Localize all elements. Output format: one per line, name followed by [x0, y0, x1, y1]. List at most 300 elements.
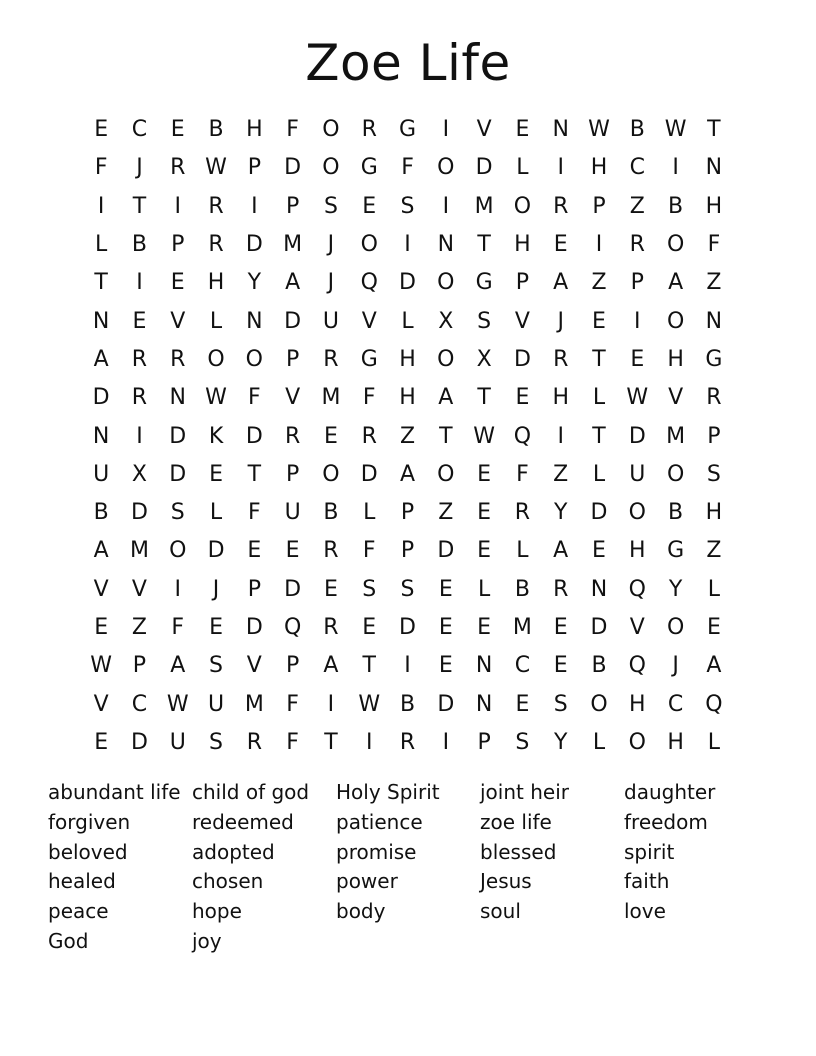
grid-letter[interactable]: O: [437, 270, 455, 296]
grid-letter[interactable]: A: [170, 653, 186, 679]
grid-letter[interactable]: L: [209, 500, 223, 526]
grid-letter[interactable]: N: [552, 117, 569, 143]
grid-letter[interactable]: O: [245, 346, 263, 372]
grid-letter[interactable]: A: [706, 653, 722, 679]
grid-letter[interactable]: P: [630, 270, 644, 296]
grid-letter[interactable]: U: [284, 500, 301, 526]
grid-letter[interactable]: F: [286, 691, 299, 717]
grid-letter[interactable]: I: [442, 193, 450, 219]
grid-letter[interactable]: O: [360, 232, 378, 258]
grid-letter[interactable]: O: [437, 155, 455, 181]
grid-letter[interactable]: Y: [668, 576, 683, 602]
grid-letter[interactable]: E: [323, 423, 338, 449]
grid-letter[interactable]: L: [707, 729, 721, 755]
word-list-item: forgiven: [48, 809, 131, 834]
grid-letter[interactable]: W: [90, 653, 113, 679]
grid-letter[interactable]: L: [592, 729, 606, 755]
grid-letter[interactable]: S: [362, 576, 377, 602]
grid-letter[interactable]: P: [132, 653, 147, 679]
grid-letter[interactable]: R: [553, 346, 569, 372]
grid-letter[interactable]: L: [363, 500, 376, 526]
grid-letter[interactable]: N: [437, 232, 455, 258]
grid-letter[interactable]: I: [672, 155, 679, 181]
grid-letter[interactable]: V: [93, 691, 109, 717]
grid-letter[interactable]: P: [400, 538, 415, 564]
grid-letter[interactable]: S: [477, 308, 492, 334]
grid-letter[interactable]: Q: [283, 615, 302, 640]
grid-letter[interactable]: E: [362, 615, 377, 640]
grid-letter[interactable]: B: [93, 500, 109, 526]
grid-letter[interactable]: I: [634, 308, 641, 334]
grid-letter[interactable]: U: [322, 308, 339, 334]
grid-letter[interactable]: D: [284, 576, 302, 602]
grid-letter[interactable]: R: [361, 117, 377, 143]
grid-letter[interactable]: N: [475, 691, 493, 717]
grid-letter[interactable]: H: [399, 346, 416, 372]
grid-letter[interactable]: I: [365, 729, 373, 755]
grid-letter[interactable]: L: [477, 576, 491, 602]
grid-letter[interactable]: T: [707, 117, 721, 143]
grid-letter[interactable]: D: [284, 308, 302, 334]
grid-letter[interactable]: L: [516, 538, 529, 564]
grid-letter[interactable]: I: [557, 155, 564, 181]
grid-letter[interactable]: D: [513, 346, 531, 372]
grid-letter[interactable]: F: [362, 538, 376, 564]
grid-letter[interactable]: J: [136, 155, 143, 181]
grid-letter[interactable]: J: [327, 270, 335, 296]
grid-letter[interactable]: E: [477, 538, 492, 564]
grid-letter[interactable]: M: [512, 615, 532, 640]
grid-letter[interactable]: E: [553, 615, 568, 640]
grid-letter[interactable]: R: [323, 615, 339, 640]
grid-letter[interactable]: O: [437, 461, 455, 487]
grid-letter[interactable]: E: [477, 461, 492, 487]
grid-letter[interactable]: S: [209, 729, 224, 755]
grid-letter[interactable]: R: [323, 538, 339, 564]
grid-letter[interactable]: H: [246, 117, 263, 143]
grid-letter[interactable]: D: [437, 691, 455, 717]
word-list-item: freedom: [624, 809, 708, 834]
grid-letter[interactable]: R: [553, 576, 569, 602]
grid-letter[interactable]: A: [323, 653, 339, 679]
grid-letter[interactable]: G: [475, 270, 493, 296]
grid-letter[interactable]: J: [672, 653, 679, 679]
grid-letter[interactable]: T: [592, 346, 606, 372]
grid-letter[interactable]: I: [136, 270, 143, 296]
grid-letter[interactable]: U: [207, 691, 225, 717]
grid-letter[interactable]: W: [205, 155, 227, 181]
word-list-item: soul: [480, 899, 521, 924]
grid-letter[interactable]: T: [477, 385, 491, 411]
grid-letter[interactable]: V: [476, 117, 492, 143]
grid-letter[interactable]: H: [629, 538, 646, 564]
grid-letter[interactable]: W: [664, 117, 687, 143]
grid-letter[interactable]: E: [630, 346, 645, 372]
grid-letter[interactable]: R: [208, 193, 224, 219]
grid-letter[interactable]: Z: [629, 193, 645, 219]
grid-letter[interactable]: N: [169, 385, 186, 411]
grid-letter[interactable]: C: [629, 155, 645, 181]
grid-letter[interactable]: C: [131, 691, 148, 717]
grid-letter[interactable]: L: [592, 385, 606, 411]
grid-letter[interactable]: R: [361, 423, 377, 449]
grid-letter[interactable]: W: [473, 423, 495, 449]
grid-letter[interactable]: R: [514, 500, 531, 526]
grid-letter[interactable]: C: [514, 653, 531, 679]
grid-letter[interactable]: E: [170, 270, 185, 296]
grid-letter[interactable]: E: [515, 117, 530, 143]
grid-letter[interactable]: B: [668, 193, 684, 219]
grid-letter[interactable]: E: [170, 117, 185, 143]
grid-letter[interactable]: Y: [247, 270, 262, 296]
grid-letter[interactable]: M: [283, 232, 303, 258]
grid-letter[interactable]: B: [131, 232, 147, 258]
grid-letter[interactable]: V: [668, 385, 684, 411]
grid-letter[interactable]: E: [515, 385, 530, 411]
grid-letter[interactable]: E: [323, 576, 338, 602]
grid-letter[interactable]: A: [553, 270, 569, 296]
grid-letter[interactable]: O: [322, 155, 340, 181]
grid-letter[interactable]: M: [474, 193, 494, 219]
grid-letter[interactable]: Z: [591, 270, 607, 296]
grid-letter[interactable]: M: [244, 691, 264, 717]
grid-letter[interactable]: D: [245, 232, 263, 258]
grid-letter[interactable]: W: [626, 385, 649, 411]
grid-letter[interactable]: M: [321, 385, 341, 411]
grid-letter[interactable]: I: [136, 423, 143, 449]
grid-letter[interactable]: H: [552, 385, 569, 411]
grid-letter[interactable]: X: [438, 308, 454, 334]
grid-letter[interactable]: E: [592, 538, 606, 564]
grid-letter[interactable]: H: [207, 270, 225, 296]
grid-letter[interactable]: E: [477, 500, 492, 526]
grid-letter[interactable]: I: [251, 193, 258, 219]
grid-letter[interactable]: R: [246, 729, 262, 755]
grid-letter[interactable]: J: [212, 576, 220, 602]
grid-letter[interactable]: H: [667, 729, 684, 755]
grid-letter[interactable]: T: [132, 193, 147, 219]
grid-letter[interactable]: Z: [706, 538, 722, 564]
grid-letter[interactable]: I: [595, 232, 603, 258]
grid-letter[interactable]: I: [404, 653, 411, 679]
grid-letter[interactable]: S: [323, 193, 338, 219]
grid-letter[interactable]: F: [516, 461, 529, 487]
grid-letter[interactable]: T: [362, 653, 376, 679]
grid-letter[interactable]: Q: [628, 576, 646, 602]
grid-letter[interactable]: D: [437, 538, 455, 564]
grid-letter[interactable]: A: [285, 270, 301, 296]
grid-letter[interactable]: P: [285, 461, 300, 487]
grid-letter[interactable]: S: [400, 193, 415, 219]
grid-letter[interactable]: O: [628, 500, 646, 526]
grid-letter[interactable]: K: [208, 423, 224, 449]
grid-letter[interactable]: V: [131, 576, 147, 602]
grid-letter[interactable]: O: [628, 729, 646, 755]
grid-letter[interactable]: I: [557, 423, 564, 449]
grid-letter[interactable]: P: [400, 500, 415, 526]
grid-letter[interactable]: D: [399, 615, 416, 640]
grid-letter[interactable]: R: [706, 385, 722, 411]
grid-letter[interactable]: L: [707, 576, 721, 602]
grid-letter[interactable]: P: [171, 232, 185, 258]
grid-letter[interactable]: R: [170, 346, 186, 372]
grid-letter[interactable]: C: [131, 117, 148, 143]
grid-letter[interactable]: O: [207, 346, 225, 372]
grid-letter[interactable]: A: [399, 461, 416, 487]
grid-letter[interactable]: G: [398, 117, 417, 143]
grid-letter[interactable]: E: [94, 615, 109, 640]
grid-letter[interactable]: B: [208, 117, 224, 143]
grid-letter[interactable]: O: [590, 691, 608, 717]
grid-letter[interactable]: E: [438, 576, 453, 602]
grid-letter[interactable]: T: [439, 423, 453, 449]
grid-letter[interactable]: R: [208, 232, 224, 258]
grid-letter[interactable]: O: [437, 346, 455, 372]
grid-letter[interactable]: F: [171, 615, 185, 640]
grid-letter[interactable]: I: [174, 576, 181, 602]
grid-letter[interactable]: Z: [706, 270, 722, 296]
grid-letter[interactable]: P: [285, 653, 300, 679]
grid-letter[interactable]: O: [666, 615, 685, 640]
grid-letter[interactable]: V: [361, 308, 377, 334]
grid-letter[interactable]: B: [514, 576, 530, 602]
grid-letter[interactable]: L: [209, 308, 223, 334]
grid-letter[interactable]: D: [130, 500, 148, 526]
grid-letter[interactable]: I: [97, 193, 105, 219]
grid-letter[interactable]: A: [553, 538, 569, 564]
grid-letter[interactable]: O: [169, 538, 187, 564]
grid-letter[interactable]: T: [247, 461, 262, 487]
grid-letter[interactable]: R: [323, 346, 339, 372]
grid-letter[interactable]: V: [170, 308, 186, 334]
word-list-item: faith: [624, 869, 670, 894]
grid-letter[interactable]: W: [205, 385, 227, 411]
grid-letter[interactable]: B: [668, 500, 684, 526]
word-list-item: abundant life: [48, 780, 181, 804]
grid-letter[interactable]: D: [590, 500, 608, 526]
grid-letter[interactable]: E: [209, 615, 223, 640]
grid-letter[interactable]: R: [131, 346, 148, 372]
grid-letter[interactable]: E: [209, 461, 223, 487]
grid-letter[interactable]: V: [93, 576, 109, 602]
grid-letter[interactable]: T: [324, 729, 338, 755]
word-list-item: God: [48, 928, 89, 953]
grid-letter[interactable]: U: [629, 461, 646, 487]
grid-letter[interactable]: S: [706, 461, 721, 487]
grid-letter[interactable]: P: [592, 193, 606, 219]
grid-letter[interactable]: S: [400, 576, 415, 602]
grid-letter[interactable]: E: [362, 193, 377, 219]
grid-letter[interactable]: Z: [131, 615, 147, 640]
grid-letter[interactable]: E: [515, 691, 530, 717]
grid-letter[interactable]: V: [629, 615, 645, 640]
grid-letter[interactable]: D: [245, 423, 263, 449]
grid-letter[interactable]: E: [553, 653, 568, 679]
grid-letter[interactable]: D: [399, 270, 416, 296]
grid-letter[interactable]: Y: [553, 729, 568, 755]
grid-letter[interactable]: G: [360, 346, 378, 372]
grid-letter[interactable]: I: [327, 691, 335, 717]
grid-letter[interactable]: U: [169, 729, 186, 755]
grid-letter[interactable]: E: [438, 653, 453, 679]
grid-letter[interactable]: D: [628, 423, 646, 449]
grid-letter[interactable]: G: [360, 155, 378, 181]
grid-letter[interactable]: S: [515, 729, 530, 755]
grid-letter[interactable]: C: [667, 691, 684, 717]
grid-letter[interactable]: P: [285, 346, 300, 372]
grid-letter[interactable]: N: [475, 653, 493, 679]
grid-letter[interactable]: O: [666, 461, 685, 487]
grid-letter[interactable]: O: [322, 117, 340, 143]
grid-letter[interactable]: F: [401, 155, 414, 181]
grid-letter[interactable]: P: [707, 423, 721, 449]
grid-letter[interactable]: N: [92, 308, 110, 334]
grid-letter[interactable]: Q: [628, 653, 646, 679]
grid-letter[interactable]: I: [442, 729, 450, 755]
grid-letter[interactable]: H: [590, 155, 608, 181]
grid-letter[interactable]: F: [248, 385, 261, 411]
word-list: [48, 778, 768, 957]
grid-letter[interactable]: A: [93, 346, 109, 372]
grid-letter[interactable]: J: [557, 308, 564, 334]
grid-letter[interactable]: E: [285, 538, 300, 564]
grid-letter[interactable]: P: [515, 270, 530, 296]
grid-letter[interactable]: N: [92, 423, 110, 449]
grid-letter[interactable]: S: [209, 653, 224, 679]
grid-letter[interactable]: P: [247, 576, 261, 602]
grid-letter[interactable]: T: [94, 270, 108, 296]
grid-letter[interactable]: R: [131, 385, 148, 411]
grid-letter[interactable]: L: [401, 308, 414, 334]
grid-letter[interactable]: P: [247, 155, 261, 181]
grid-letter[interactable]: P: [477, 729, 491, 755]
grid-letter[interactable]: O: [666, 308, 685, 334]
grid-letter[interactable]: D: [92, 385, 110, 411]
grid-letter[interactable]: B: [629, 117, 645, 143]
grid-letter[interactable]: T: [592, 423, 606, 449]
grid-letter[interactable]: Q: [513, 423, 532, 449]
grid-letter[interactable]: D: [245, 615, 263, 640]
grid-letter[interactable]: G: [705, 346, 723, 372]
grid-letter[interactable]: S: [553, 691, 568, 717]
grid-letter[interactable]: Z: [438, 500, 454, 526]
grid-letter[interactable]: F: [362, 385, 376, 411]
grid-letter[interactable]: H: [629, 691, 646, 717]
grid-letter[interactable]: L: [516, 155, 529, 181]
grid-letter[interactable]: I: [174, 193, 181, 219]
grid-letter[interactable]: Q: [705, 691, 723, 717]
grid-letter[interactable]: R: [399, 729, 416, 755]
grid-letter[interactable]: X: [476, 346, 492, 372]
grid-letter[interactable]: G: [667, 538, 685, 564]
grid-letter[interactable]: E: [438, 615, 453, 640]
grid-letter[interactable]: H: [705, 193, 723, 219]
word-list-item: beloved: [48, 839, 128, 864]
grid-letter[interactable]: N: [705, 155, 723, 181]
word-list-item: adopted: [192, 839, 275, 864]
grid-letter[interactable]: W: [588, 117, 610, 143]
word-list-item: love: [624, 899, 666, 924]
grid-letter[interactable]: Q: [360, 270, 378, 296]
grid-letter[interactable]: E: [94, 117, 109, 143]
grid-letter[interactable]: A: [93, 538, 109, 564]
grid-letter[interactable]: M: [666, 423, 686, 449]
grid-letter[interactable]: H: [705, 500, 723, 526]
grid-letter[interactable]: N: [590, 576, 608, 602]
grid-letter[interactable]: D: [207, 538, 225, 564]
grid-letter[interactable]: H: [514, 232, 531, 258]
grid-letter[interactable]: F: [286, 729, 299, 755]
grid-letter[interactable]: D: [284, 155, 302, 181]
grid-letter[interactable]: N: [705, 308, 723, 334]
grid-letter[interactable]: E: [477, 615, 492, 640]
grid-letter[interactable]: A: [668, 270, 684, 296]
grid-letter[interactable]: E: [132, 308, 147, 334]
grid-letter[interactable]: X: [131, 461, 147, 487]
grid-letter[interactable]: R: [629, 232, 645, 258]
grid-letter[interactable]: O: [322, 461, 340, 487]
grid-letter[interactable]: E: [94, 729, 109, 755]
grid-letter[interactable]: M: [129, 538, 149, 564]
word-list-item: peace: [48, 899, 109, 924]
grid-letter[interactable]: E: [553, 232, 568, 258]
grid-letter[interactable]: V: [514, 308, 530, 334]
grid-letter[interactable]: E: [592, 308, 606, 334]
grid-letter[interactable]: O: [666, 232, 685, 258]
grid-letter[interactable]: N: [246, 308, 263, 334]
grid-letter[interactable]: F: [707, 232, 721, 258]
grid-letter[interactable]: Z: [399, 423, 416, 449]
grid-letter[interactable]: F: [286, 117, 299, 143]
grid-letter[interactable]: E: [247, 538, 262, 564]
grid-letter[interactable]: Z: [553, 461, 569, 487]
grid-letter[interactable]: W: [166, 691, 189, 717]
grid-letter[interactable]: J: [327, 232, 335, 258]
grid-letter[interactable]: U: [93, 461, 110, 487]
grid-letter[interactable]: R: [553, 193, 569, 219]
grid-letter[interactable]: D: [360, 461, 378, 487]
grid-letter[interactable]: R: [284, 423, 301, 449]
grid-letter[interactable]: H: [667, 346, 684, 372]
grid-letter[interactable]: F: [94, 155, 108, 181]
grid-letter[interactable]: D: [475, 155, 493, 181]
grid-letter[interactable]: L: [95, 232, 108, 258]
grid-letter[interactable]: Y: [553, 500, 568, 526]
grid-letter[interactable]: F: [248, 500, 261, 526]
grid-letter[interactable]: R: [170, 155, 186, 181]
grid-letter[interactable]: I: [404, 232, 411, 258]
grid-letter[interactable]: E: [706, 615, 721, 640]
grid-letter[interactable]: O: [513, 193, 532, 219]
grid-letter[interactable]: A: [438, 385, 454, 411]
grid-letter[interactable]: D: [169, 423, 187, 449]
grid-letter[interactable]: D: [590, 615, 608, 640]
grid-letter[interactable]: B: [323, 500, 339, 526]
grid-letter[interactable]: H: [399, 385, 416, 411]
grid-letter[interactable]: B: [591, 653, 607, 679]
grid-letter[interactable]: P: [285, 193, 300, 219]
grid-letter[interactable]: B: [399, 691, 416, 717]
grid-letter[interactable]: V: [285, 385, 301, 411]
grid-letter[interactable]: D: [130, 729, 148, 755]
grid-letter[interactable]: W: [358, 691, 381, 717]
grid-letter[interactable]: V: [246, 653, 262, 679]
grid-letter[interactable]: D: [169, 461, 187, 487]
grid-letter[interactable]: T: [477, 232, 491, 258]
grid-letter[interactable]: S: [170, 500, 185, 526]
grid-letter[interactable]: L: [592, 461, 606, 487]
grid-letter[interactable]: I: [442, 117, 450, 143]
